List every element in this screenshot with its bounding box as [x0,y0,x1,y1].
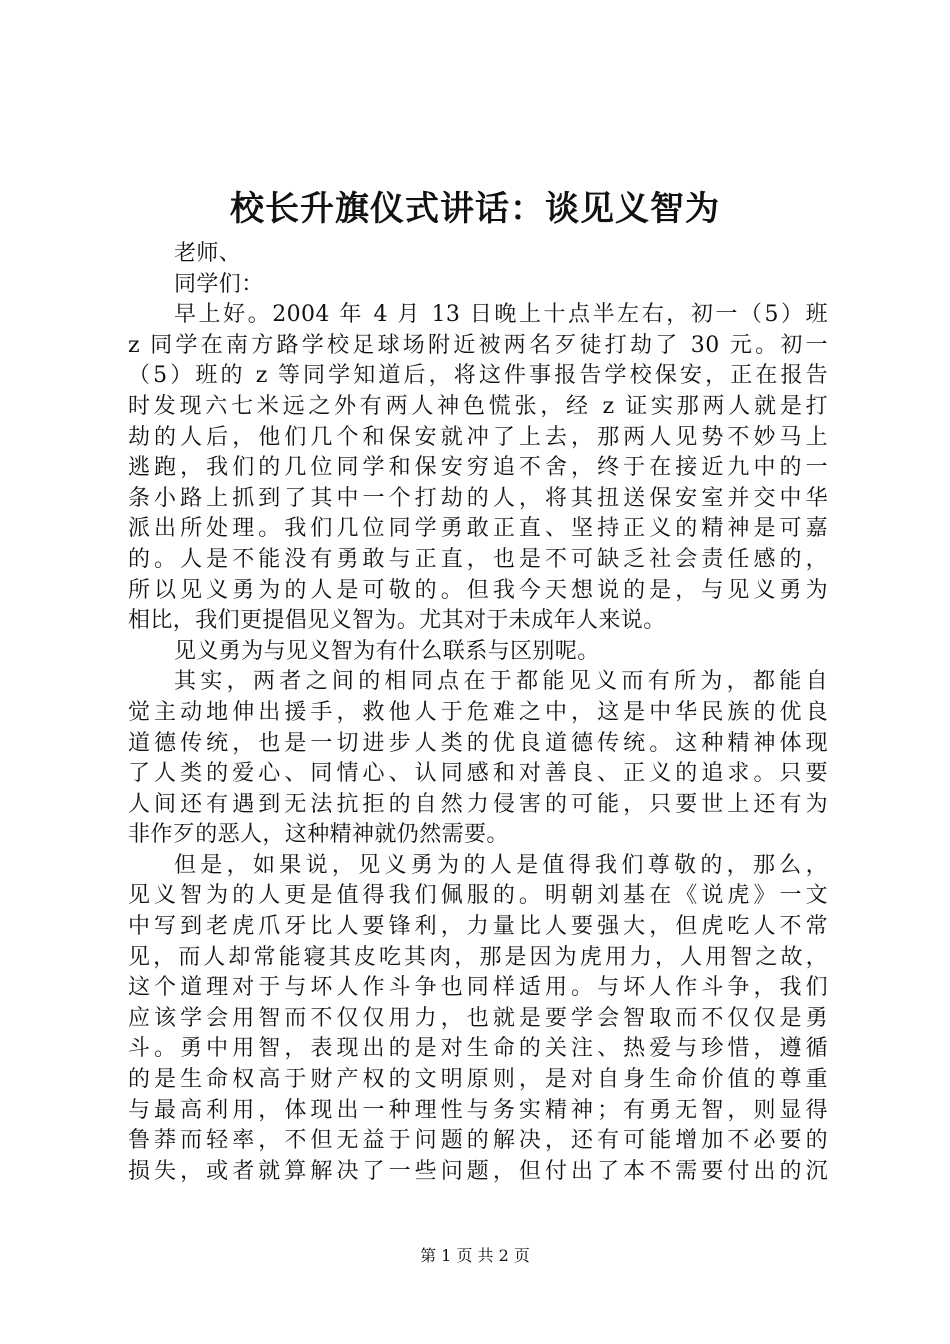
text-line: 见义智为的人更是值得我们佩服的。明朝刘基在《说虎》一文 [128,883,828,909]
text-line: 所以见义勇为的人是可敬的。但我今天想说的是，与见义勇为 [128,577,828,603]
text-line: 的是生命权高于财产权的文明原则，是对自身生命价值的尊重 [128,1067,828,1093]
document-title: 校长升旗仪式讲话：谈见义智为 [230,189,720,229]
text-line: 应该学会用智而不仅仅用力，也就是要学会智取而不仅仅是勇 [128,1005,828,1031]
text-line: 觉主动地伸出援手，救他人于危难之中，这是中华民族的优良 [128,699,828,725]
text-line: 人间还有遇到无法抗拒的自然力侵害的可能，只要世上还有为 [128,791,828,817]
text-line: （5）班的 z 等同学知道后，将这件事报告学校保安，正在报告 [128,363,828,389]
text-line: 的。人是不能没有勇敢与正直，也是不可缺乏社会责任感的， [128,546,828,572]
text-line: 非作歹的恶人，这种精神就仍然需要。 [128,822,509,848]
text-line: 老师、 [174,241,242,266]
text-line: 鲁莽而轻率，不但无益于问题的解决，还有可能增加不必要的 [128,1128,828,1154]
text-line: 这个道理对于与坏人作斗争也同样适用。与坏人作斗争，我们 [128,975,828,1001]
text-line: 逃跑，我们的几位同学和保安穷追不舍，终于在接近九中的一 [128,455,828,481]
text-line: z 同学在南方路学校足球场附近被两名歹徒打劫了 30 元。初一 [128,332,828,358]
text-line: 时发现六七米远之外有两人神色慌张，经 z 证实那两人就是打 [128,393,828,419]
text-line: 见，而人却常能寝其皮吃其肉，那是因为虎用力，人用智之故， [128,944,828,970]
document-body [128,239,828,1187]
text-line: 劫的人后，他们几个和保安就冲了上去，那两人见势不妙马上 [128,424,828,450]
text-line: 条小路上抓到了其中一个打劫的人，将其扭送保安室并交中华 [128,485,828,511]
text-line: 派出所处理。我们几位同学勇敢正直、坚持正义的精神是可嘉 [128,516,828,542]
text-line: 但是，如果说，见义勇为的人是值得我们尊敬的，那么， [174,852,828,878]
text-line: 中写到老虎爪牙比人要锋利，力量比人要强大，但虎吃人不常 [128,914,828,940]
text-line: 见义勇为与见义智为有什么联系与区别呢。 [174,638,600,664]
text-line: 损失，或者就算解决了一些问题，但付出了本不需要付出的沉 [128,1158,828,1184]
text-line: 同学们： [174,271,264,297]
text-line: 其实，两者之间的相同点在于都能见义而有所为，都能自 [174,669,828,695]
text-line: 与最高利用，体现出一种理性与务实精神；有勇无智，则显得 [128,1097,828,1123]
text-line: 了人类的爱心、同情心、认同感和对善良、正义的追求。只要 [128,761,828,787]
page-footer: 第 1 页 共 2 页 [420,1246,530,1265]
text-line: 斗。勇中用智，表现出的是对生命的关注、热爱与珍惜，遵循 [128,1036,828,1062]
text-line: 早上好。2004 年 4 月 13 日晚上十点半左右，初一（5）班 [174,302,828,328]
text-line: 道德传统，也是一切进步人类的优良道德传统。这种精神体现 [128,730,828,756]
text-line: 相比，我们更提倡见义智为。尤其对于未成年人来说。 [128,608,666,634]
